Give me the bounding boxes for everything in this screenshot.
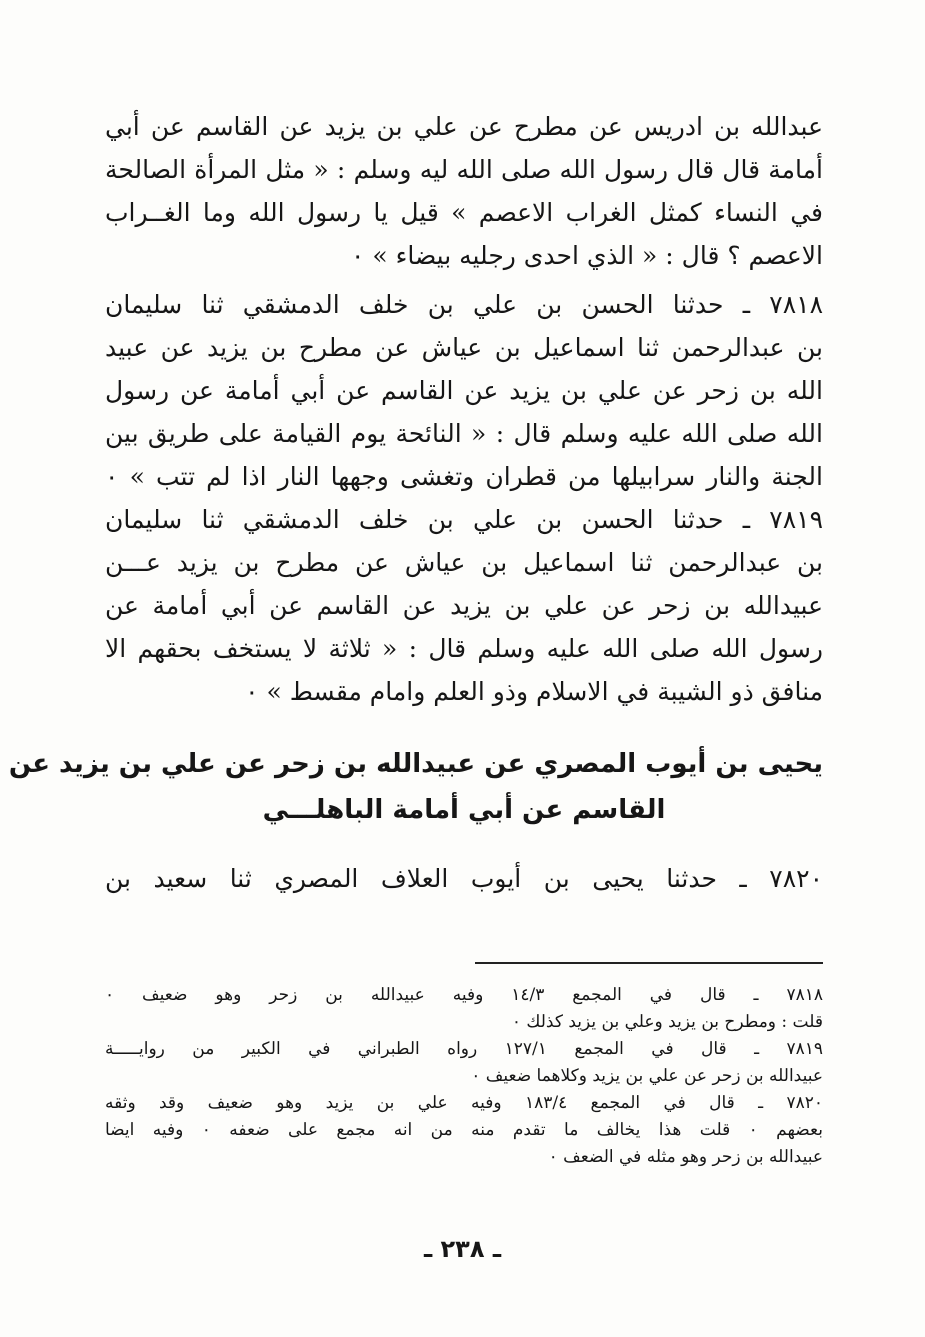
page-number: ـ ٢٣٨ ـ: [423, 1235, 502, 1263]
hadith-7819: [105, 498, 823, 713]
text-line: الله صلى الله عليه وسلم قال : « النائحة يوم القيامة على طريق بين: [105, 419, 823, 448]
footnote-line: ٧٨١٩ ـ قال في المجمع ١٢٧/١ رواه الطبراني في الكبير من روايـــــة: [105, 1039, 823, 1059]
text-line: عبدالله بن ادريس عن مطرح عن علي بن يزيد عن القاسم عن أبي: [105, 112, 823, 141]
text-line: أمامة قال قال رسول الله صلى الله ليه وسلم : « مثل المرأة الصالحة: [105, 155, 823, 184]
text-line: الجنة والنار سرابيلها من قطران وتغشى وجهها النار اذا لم تتب » ٠: [105, 462, 823, 491]
text-line: الاعصم ؟ قال : « الذي احدى رجليه بيضاء » ٠: [350, 241, 823, 270]
hadith-7818: [105, 283, 823, 498]
text-line: الله بن زحر عن علي بن يزيد عن القاسم عن أبي أمامة عن رسول: [105, 376, 823, 405]
text-line: رسول الله صلى الله عليه وسلم قال : « ثلاثة لا يستخف بحقهم الا: [105, 634, 823, 663]
footnote-line: ٧٨٢٠ ـ قال في المجمع ١٨٣/٤ وفيه علي بن يزيد وهو ضعيف وقد وثقه: [105, 1093, 823, 1113]
text-line: عبيدالله بن زحر عن علي بن يزيد عن القاسم عن أبي أمامة عن: [105, 591, 823, 620]
footnote-line: عبيدالله بن زحر وهو مثله في الضعف ٠: [548, 1147, 823, 1167]
text-line: في النساء كمثل الغراب الاعصم » قيل يا رسول الله وما الغــراب: [105, 198, 823, 227]
text-line: ٧٨١٨ ـ حدثنا الحسن بن علي بن خلف الدمشقي ثنا سليمان: [105, 290, 823, 319]
text-line: بن عبدالرحمن ثنا اسماعيل بن عياش عن مطرح بن يزيد عن عبيد: [105, 333, 823, 362]
text-line: ٧٨١٩ ـ حدثنا الحسن بن علي بن خلف الدمشقي ثنا سليمان: [105, 505, 823, 534]
text-line: بن عبدالرحمن ثنا اسماعيل بن عياش عن مطرح بن يزيد عـــن: [105, 548, 823, 577]
text-line: منافق ذو الشيبة في الاسلام وذو العلم وامام مقسط » ٠: [245, 677, 823, 706]
main-text: [8, 105, 823, 900]
footnote-line: قلت : ومطرح بن يزيد وعلي بن يزيد كذلك ٠: [511, 1012, 823, 1032]
footnotes: [105, 982, 823, 1171]
paragraph-continuation: [105, 105, 823, 277]
heading-line: القاسم عن أبي أمامة الباهلـــي: [262, 795, 666, 825]
footnote-line: عبيدالله بن زحر عن علي بن يزيد وكلاهما ضعيف ٠: [471, 1066, 823, 1086]
hadith-7820-start: ٧٨٢٠ ـ حدثنا يحيى بن أيوب العلاف المصري ثنا سعيد بن: [105, 864, 823, 893]
footnote-line: بعضهم ٠ قلت هذا يخالف ما تقدم منه من انه مجمع على ضعفه ٠ وفيه ايضا: [105, 1120, 823, 1140]
footnote-line: ٧٨١٨ ـ قال في المجمع ١٤/٣ وفيه عبيدالله بن زحر وهو ضعيف ٠: [105, 985, 823, 1005]
heading-line: يحيى بن أيوب المصري عن عبيدالله بن زحر عن علي بن يزيد عن: [8, 749, 823, 779]
footnote-divider: [475, 962, 823, 964]
section-heading: [8, 741, 823, 833]
